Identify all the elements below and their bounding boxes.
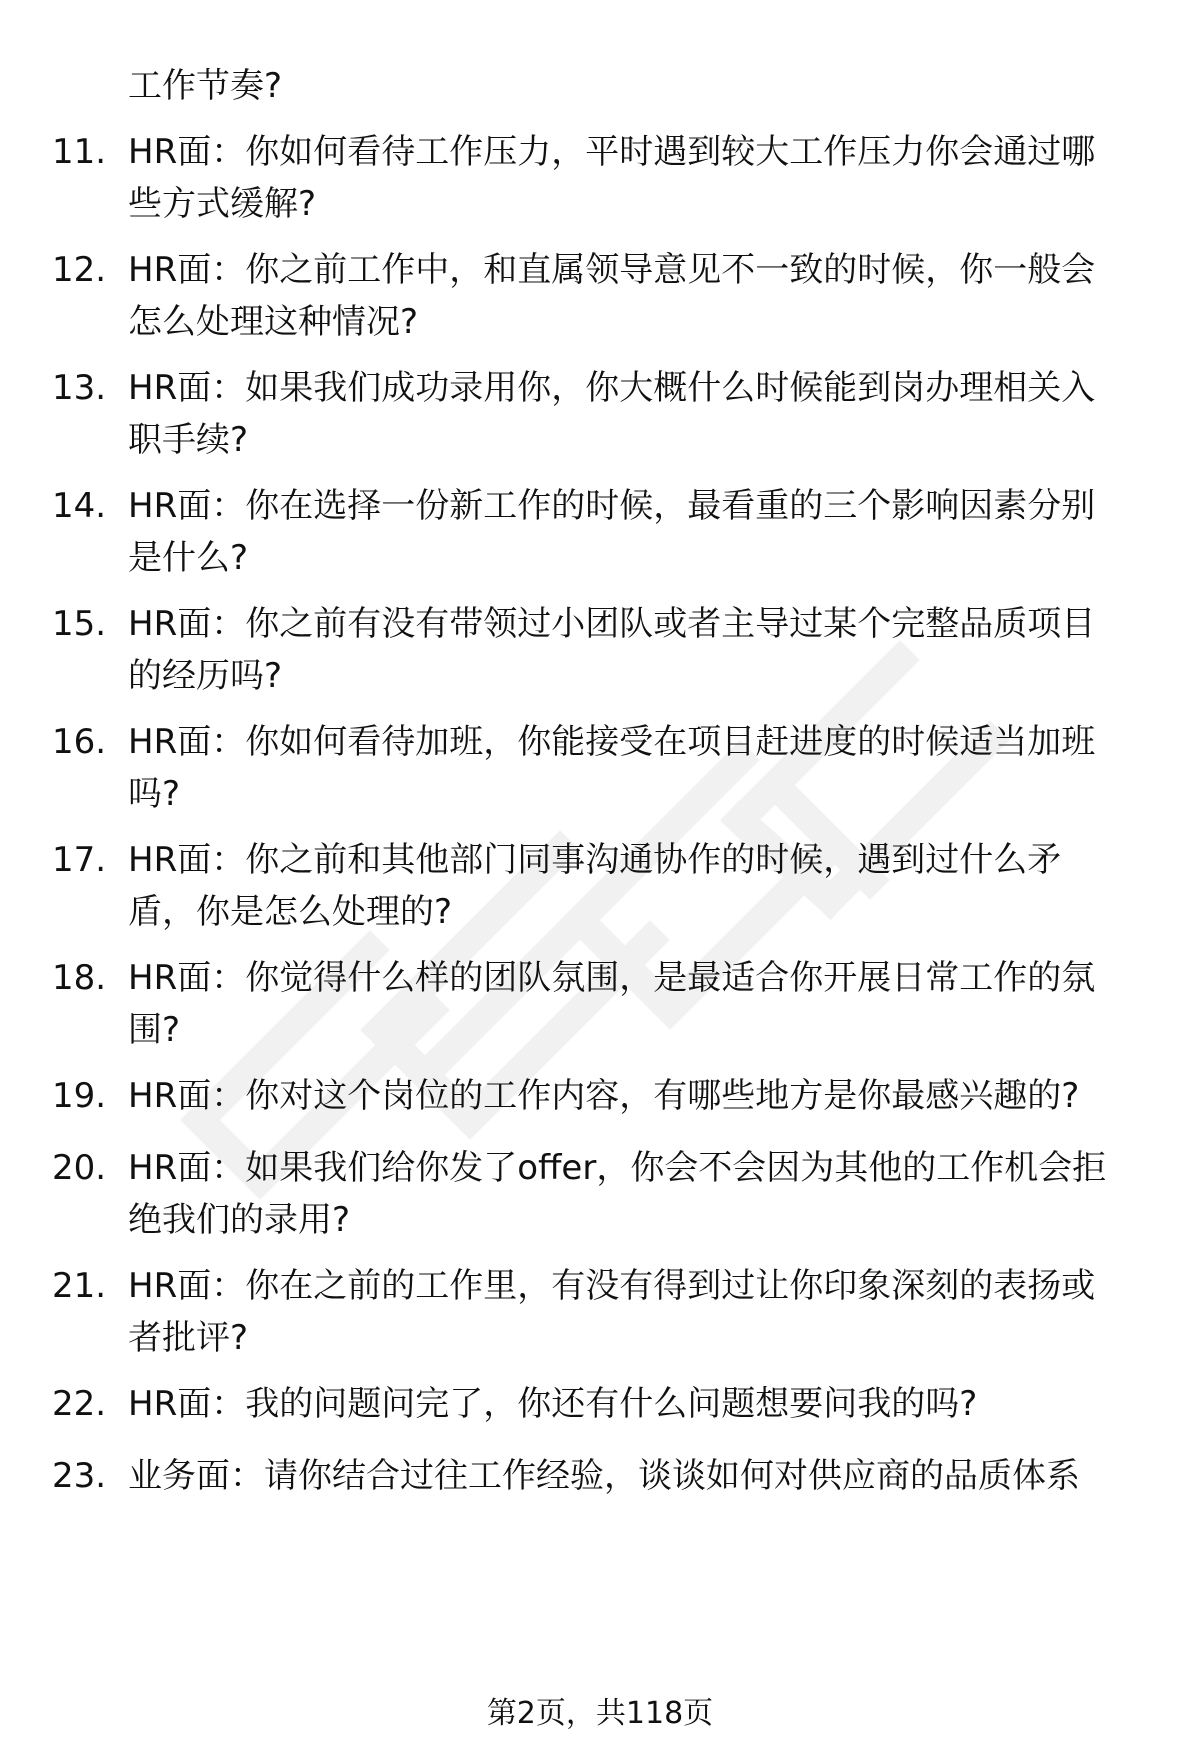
question-text: HR面：你觉得什么样的团队氛围，是最适合你开展日常工作的氛围? [128,958,1096,1050]
question-text: HR面：如果我们成功录用你，你大概什么时候能到岗办理相关入职手续? [128,368,1096,460]
question-number: 16. [52,722,107,762]
question-text: HR面：你如何看待工作压力，平时遇到较大工作压力你会通过哪些方式缓解? [128,132,1096,224]
question-number: 20. [52,1148,107,1188]
question-number: 21. [52,1266,107,1306]
question-text: HR面：你在之前的工作里，有没有得到过让你印象深刻的表扬或者批评? [128,1266,1096,1358]
question-text: 业务面：请你结合过往工作经验，谈谈如何对供应商的品质体系 [128,1456,1080,1496]
page-footer: 第2页，共118页 [486,1696,714,1731]
question-number: 13. [52,368,107,408]
question-number: 17. [52,840,107,880]
question-text: HR面：你之前工作中，和直属领导意见不一致的时候，你一般会怎么处理这种情况? [128,250,1096,342]
question-number: 11. [52,132,107,172]
question-text: HR面：你之前有没有带领过小团队或者主导过某个完整品质项目的经历吗? [128,604,1096,696]
question-text: HR面：你在选择一份新工作的时候，最看重的三个影响因素分别是什么? [128,486,1096,578]
question-number: 19. [52,1076,107,1116]
question-text: HR面：我的问题问完了，你还有什么问题想要问我的吗? [128,1384,978,1424]
question-number: 18. [52,958,107,998]
question-number: 14. [52,486,107,526]
question-text: HR面：你之前和其他部门同事沟通协作的时候，遇到过什么矛盾，你是怎么处理的? [128,840,1062,932]
question-text: HR面：如果我们给你发了offer，你会不会因为其他的工作机会拒绝我们的录用? [128,1148,1107,1240]
question-text: HR面：你对这个岗位的工作内容，有哪些地方是你最感兴趣的? [128,1076,1080,1116]
question-number: 15. [52,604,107,644]
continuation-text: 工作节奏? [128,66,283,106]
question-number: 22. [52,1384,107,1424]
question-number: 12. [52,250,107,290]
question-number: 23. [52,1456,107,1496]
question-text: HR面：你如何看待加班，你能接受在项目赶进度的时候适当加班吗? [128,722,1096,814]
